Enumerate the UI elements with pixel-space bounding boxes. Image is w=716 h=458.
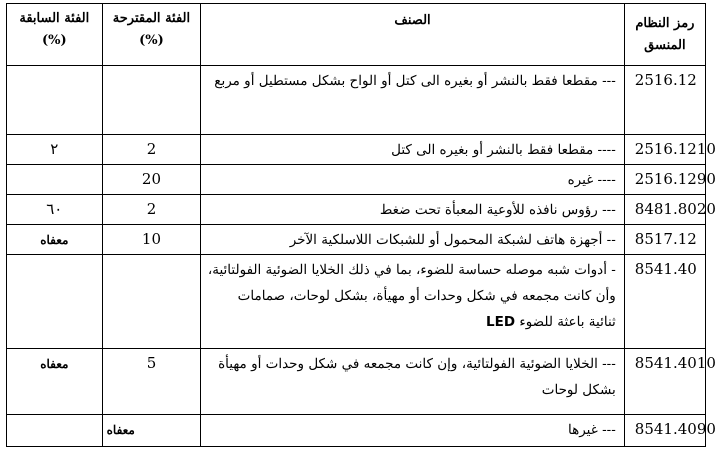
proposed-rate: 2 xyxy=(102,195,201,225)
previous-rate xyxy=(7,165,103,195)
previous-rate: ٦٠ xyxy=(7,195,103,225)
header-previous xyxy=(7,4,103,66)
table-row xyxy=(7,255,706,349)
item-description-text: - أدوات شبه موصله حساسة للضوء، بما في ذلك الخلايا الضوئية الفولتائية، وأن كانت مجمعه في شكل وحدات أو مهيأة، بشكل لوحات، صمامات ثنائية باعثة للضوء xyxy=(207,262,616,330)
proposed-rate: 5 xyxy=(102,349,201,415)
proposed-rate: 20 xyxy=(102,165,201,195)
previous-rate xyxy=(7,255,103,349)
header-proposed-line1: الفئة المقترحة xyxy=(112,11,191,26)
hs-code: 2516.1210 xyxy=(624,135,705,165)
proposed-rate xyxy=(102,255,201,349)
item-description: -- أجهزة هاتف لشبكة المحمول أو للشبكات اللاسلكية الآخر xyxy=(201,225,625,255)
item-description: --- رؤوس نافذه للأوعية المعبأة تحت ضغط xyxy=(201,195,625,225)
header-code xyxy=(624,4,705,66)
table-row xyxy=(7,66,706,135)
previous-rate: معفاه xyxy=(7,349,103,415)
proposed-rate xyxy=(102,66,201,135)
previous-rate xyxy=(7,415,103,447)
previous-rate xyxy=(7,66,103,135)
header-code-line2: المنسق xyxy=(644,37,686,53)
hs-code: 8541.4090 xyxy=(624,415,705,447)
hs-code: 8481.8020 xyxy=(624,195,705,225)
header-previous-line2: (%) xyxy=(41,33,67,48)
table-row xyxy=(7,165,706,195)
previous-rate: معفاه xyxy=(7,225,103,255)
table-row xyxy=(7,135,706,165)
header-proposed xyxy=(102,4,201,66)
table-row xyxy=(7,415,706,447)
hs-code: 2516.1290 xyxy=(624,165,705,195)
item-description: --- الخلايا الضوئية الفولتائية، وإن كانت مجمعه في شكل وحدات أو مهيأة بشكل لوحات xyxy=(201,349,625,415)
proposed-rate: معفاه xyxy=(102,415,201,447)
table-row xyxy=(7,349,706,415)
header-previous-line1: الفئة السابقة xyxy=(19,11,90,26)
table-row xyxy=(7,225,706,255)
header-proposed-line2: (%) xyxy=(139,33,164,48)
item-description: --- مقطعا فقط بالنشر أو بغيره الى كتل أو الواح بشكل مستطيل أو مربع xyxy=(201,66,625,135)
previous-rate: ٢ xyxy=(7,135,103,165)
hs-code: 2516.12 xyxy=(624,66,705,135)
item-description: --- غيرها xyxy=(201,415,625,447)
hs-code: 8541.40 xyxy=(624,255,705,349)
tariff-table xyxy=(6,3,716,447)
header-code-line1: رمز النظام xyxy=(635,15,695,31)
header-description: الصنف xyxy=(201,4,625,66)
table-row xyxy=(7,195,706,225)
hs-code: 8541.4010 xyxy=(624,349,705,415)
led-abbreviation: LED xyxy=(486,314,516,330)
header-row xyxy=(7,4,706,66)
proposed-rate: 10 xyxy=(102,225,201,255)
item-description: ---- مقطعا فقط بالنشر أو بغيره الى كتل xyxy=(201,135,625,165)
item-description xyxy=(201,255,625,349)
item-description: ---- غيره xyxy=(201,165,625,195)
proposed-rate: 2 xyxy=(102,135,201,165)
hs-code: 8517.12 xyxy=(624,225,705,255)
